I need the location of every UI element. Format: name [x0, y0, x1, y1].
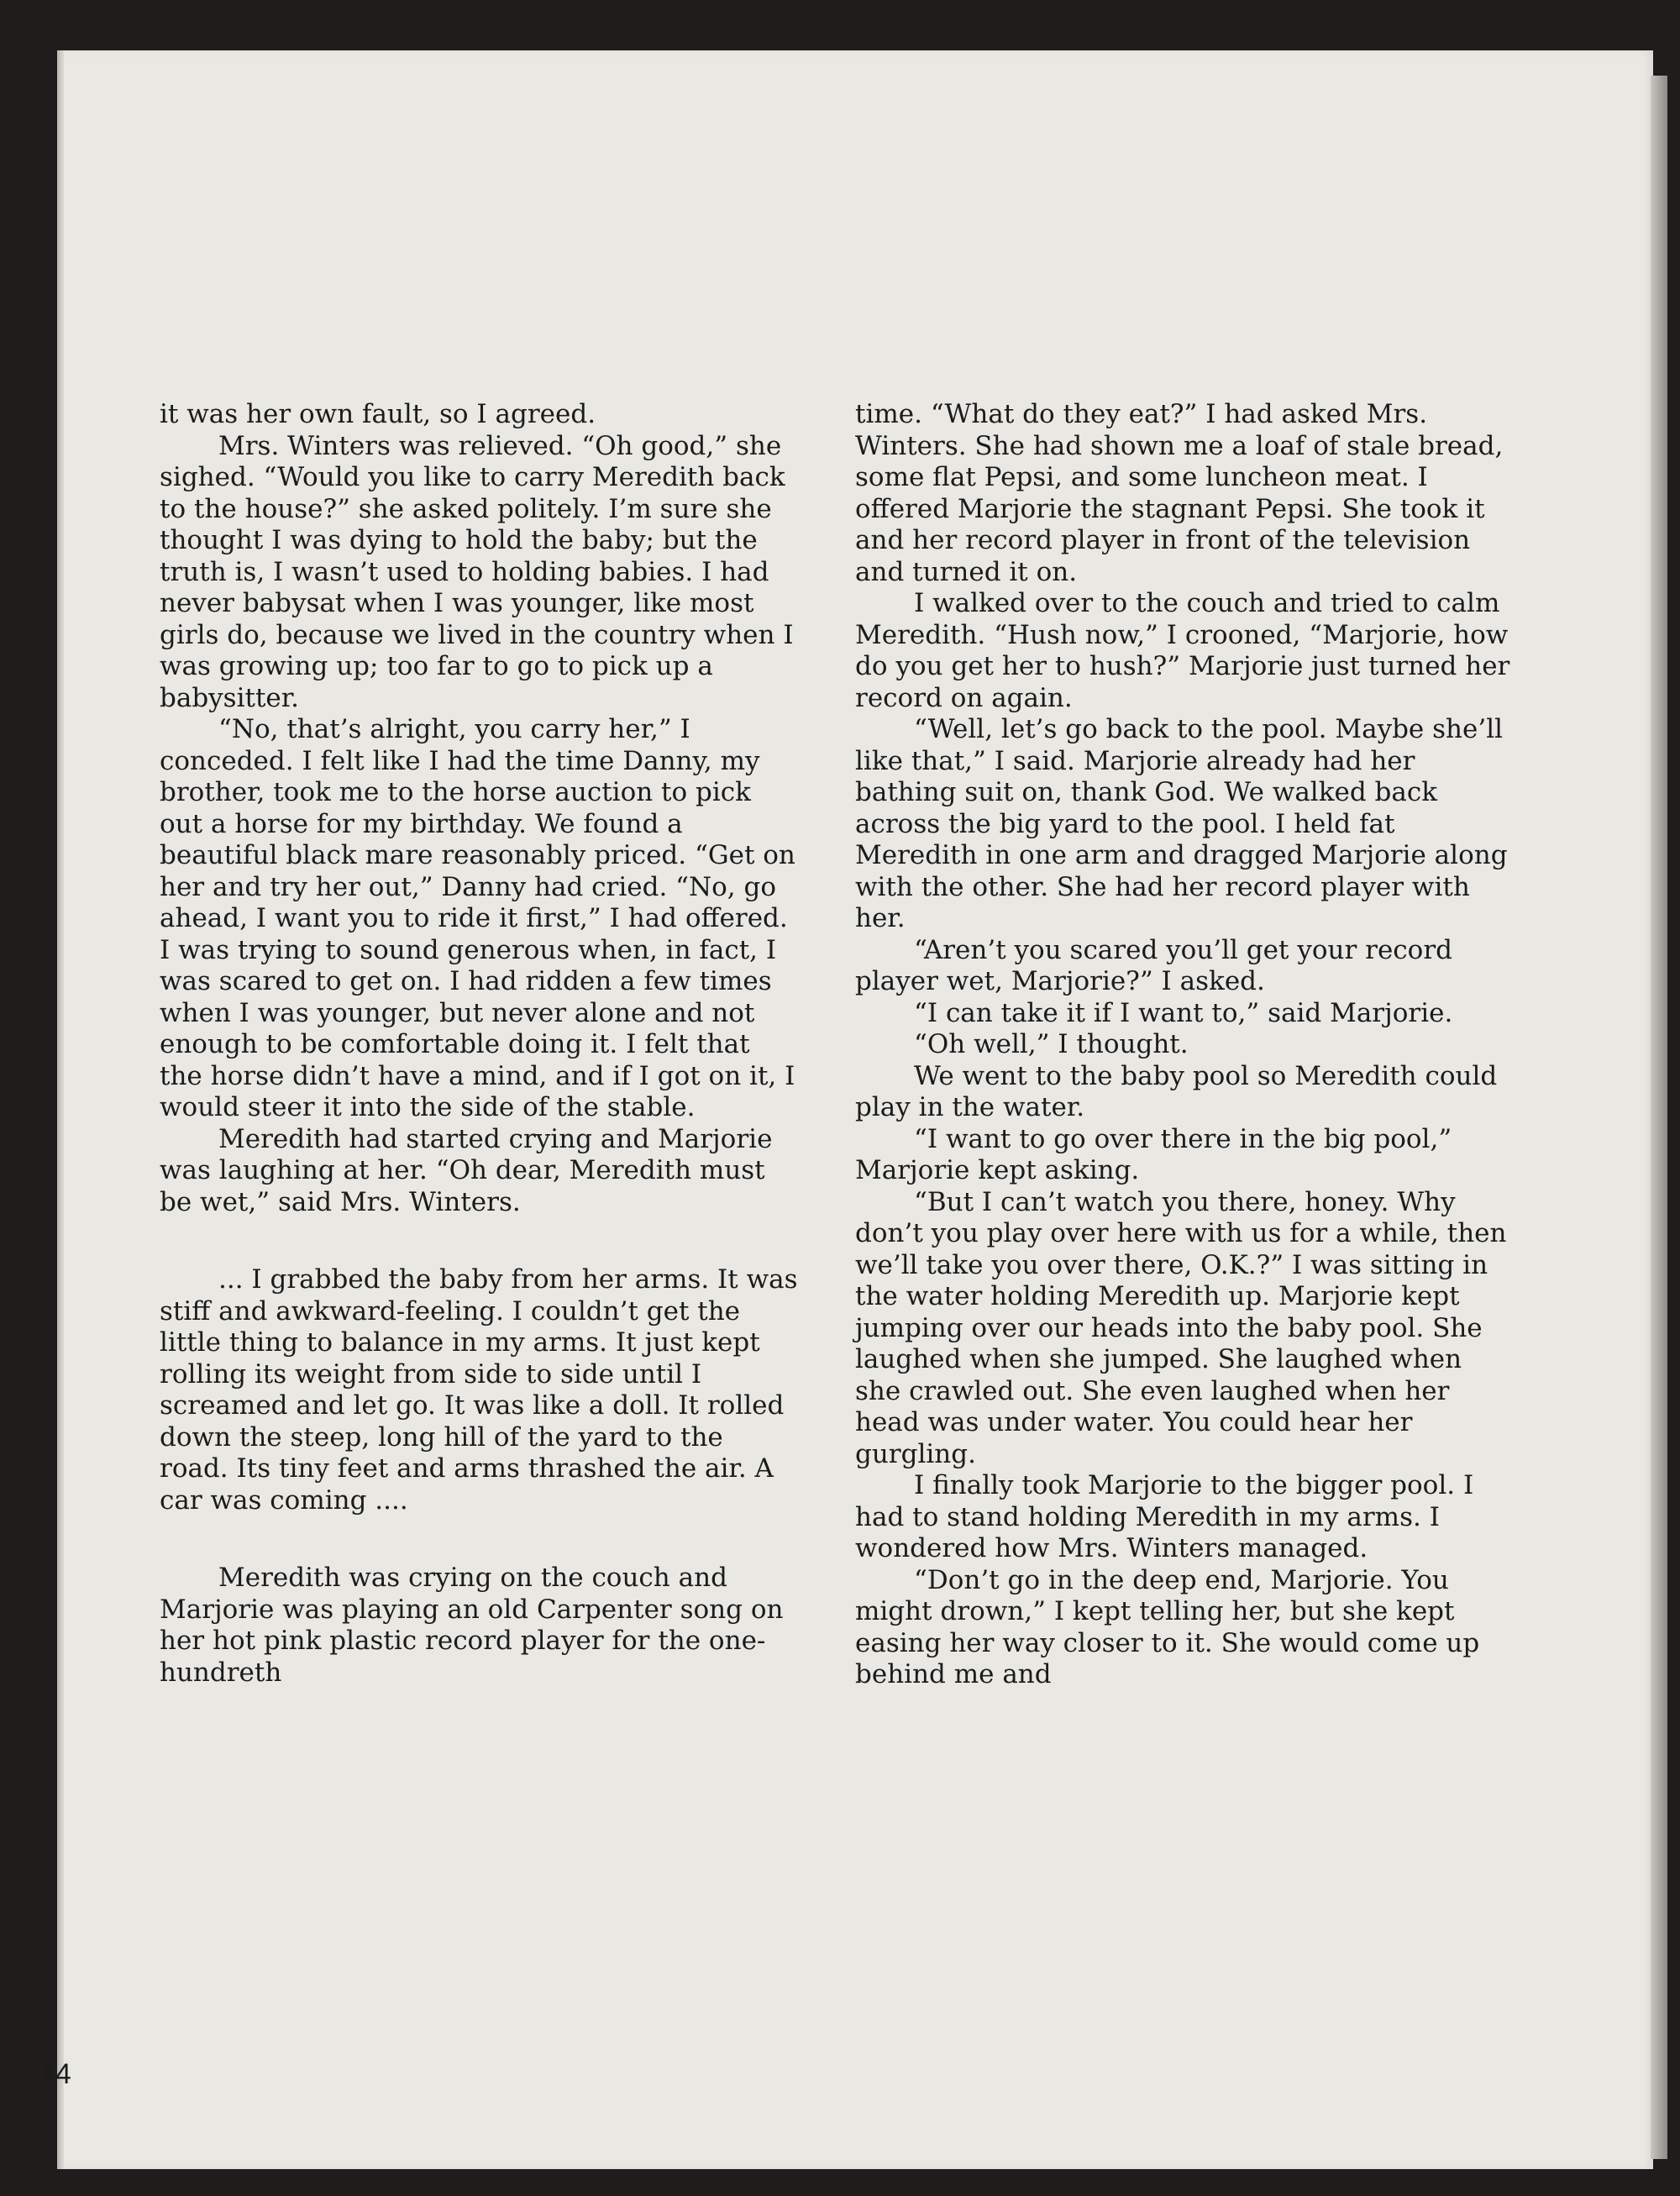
paragraph: it was her own fault, so I agreed. [160, 399, 596, 429]
page-edge-shadow [1651, 76, 1667, 2159]
paragraph: I walked over to the couch and tried to calm Meredith. “Hush now,” I crooned, “Marjorie, how do you get her to hush?” Marjorie just turned her record on again. [855, 588, 1510, 713]
paragraph: “I want to go over there in the big pool,” Marjorie kept asking. [855, 1123, 1452, 1185]
binding-gutter [57, 50, 64, 2169]
paragraph: Meredith had started crying and Marjorie was laughing at her. “Oh dear, Meredith must be wet,” said Mrs. Winters. [160, 1123, 773, 1217]
paragraph: “I can take it if I want to,” said Marjorie. [914, 997, 1453, 1028]
paragraph: I finally took Marjorie to the bigger pool. I had to stand holding Meredith in my arms. I wondered how Mrs. Winters managed. [855, 1470, 1474, 1563]
right-text-column [855, 399, 1515, 1691]
left-text-column [160, 399, 798, 1689]
paragraph: “Aren’t you scared you’ll get your record player wet, Marjorie?” I asked. [855, 934, 1452, 996]
paragraph: “Well, let’s go back to the pool. Maybe she’ll like that,” I said. Marjorie already had her bathing suit on, thank God. We walked back across the big yard to the pool. I held fat Meredith in one arm and dragged Marjorie along with the other. She had her record player with her. [855, 714, 1508, 933]
paragraph: “Oh well,” I thought. [914, 1029, 1189, 1059]
paragraph: We went to the baby pool so Meredith could play in the water. [855, 1060, 1498, 1122]
paragraph: “Don’t go in the deep end, Marjorie. You might drown,” I kept telling her, but she kept easing her way closer to it. She would come up behind me and [855, 1564, 1480, 1689]
paragraph: Mrs. Winters was relieved. “Oh good,” she sighed. “Would you like to carry Meredith back to the house?” she asked politely. I’m sure she thought I was dying to hold the baby; but the truth is, I wasn’t used to holding babies. I had never babysat when I was younger, like most girls do, because we lived in the country when I was growing up; too far to go to pick up a babysitter. [160, 430, 794, 713]
paragraph: “But I can’t watch you there, honey. Why don’t you play over here with us for a while, then we’ll take you over there, O.K.?” I was sitting in the water holding Meredith up. Marjorie kept jumping over our heads into the baby pool. She laughed when she jumped. She laughed when she crawled out. She even laughed when her head was under water. You could hear her gurgling. [855, 1186, 1507, 1469]
paragraph: “No, that’s alright, you carry her,” I conceded. I felt like I had the time Danny, my brother, took me to the horse auction to pick out a horse for my birthday. We found a beautiful black mare reasonably priced. “Get on her and try her out,” Danny had cried. “No, go ahead, I want you to ride it first,” I had offered. I was trying to sound generous when, in fact, I was scared to get on. I had ridden a few times when I was younger, but never alone and not enough to be comfortable doing it. I felt that the horse didn’t have a mind, and if I got on it, I would steer it into the side of the stable. [160, 714, 795, 1122]
paragraph: Meredith was crying on the couch and Marjorie was playing an old Carpenter song on her hot pink plastic record player for the one-hundreth [160, 1563, 784, 1688]
page-number: 14 [39, 2058, 71, 2090]
paragraph: time. “What do they eat?” I had asked Mrs. Winters. She had shown me a loaf of stale bread, some flat Pepsi, and some luncheon meat. I offered Marjorie the stagnant Pepsi. She took it and her record player in front of the television and turned it on. [855, 399, 1504, 587]
paragraph-dream-sequence: ... I grabbed the baby from her arms. It was stiff and awkward-feeling. I couldn’t get the little thing to balance in my arms. It just kept rolling its weight from side to side until I screamed and let go. It was like a doll. It rolled down the steep, long hill of the yard to the road. Its tiny feet and arms thrashed the air. A car was coming .... [160, 1264, 798, 1516]
